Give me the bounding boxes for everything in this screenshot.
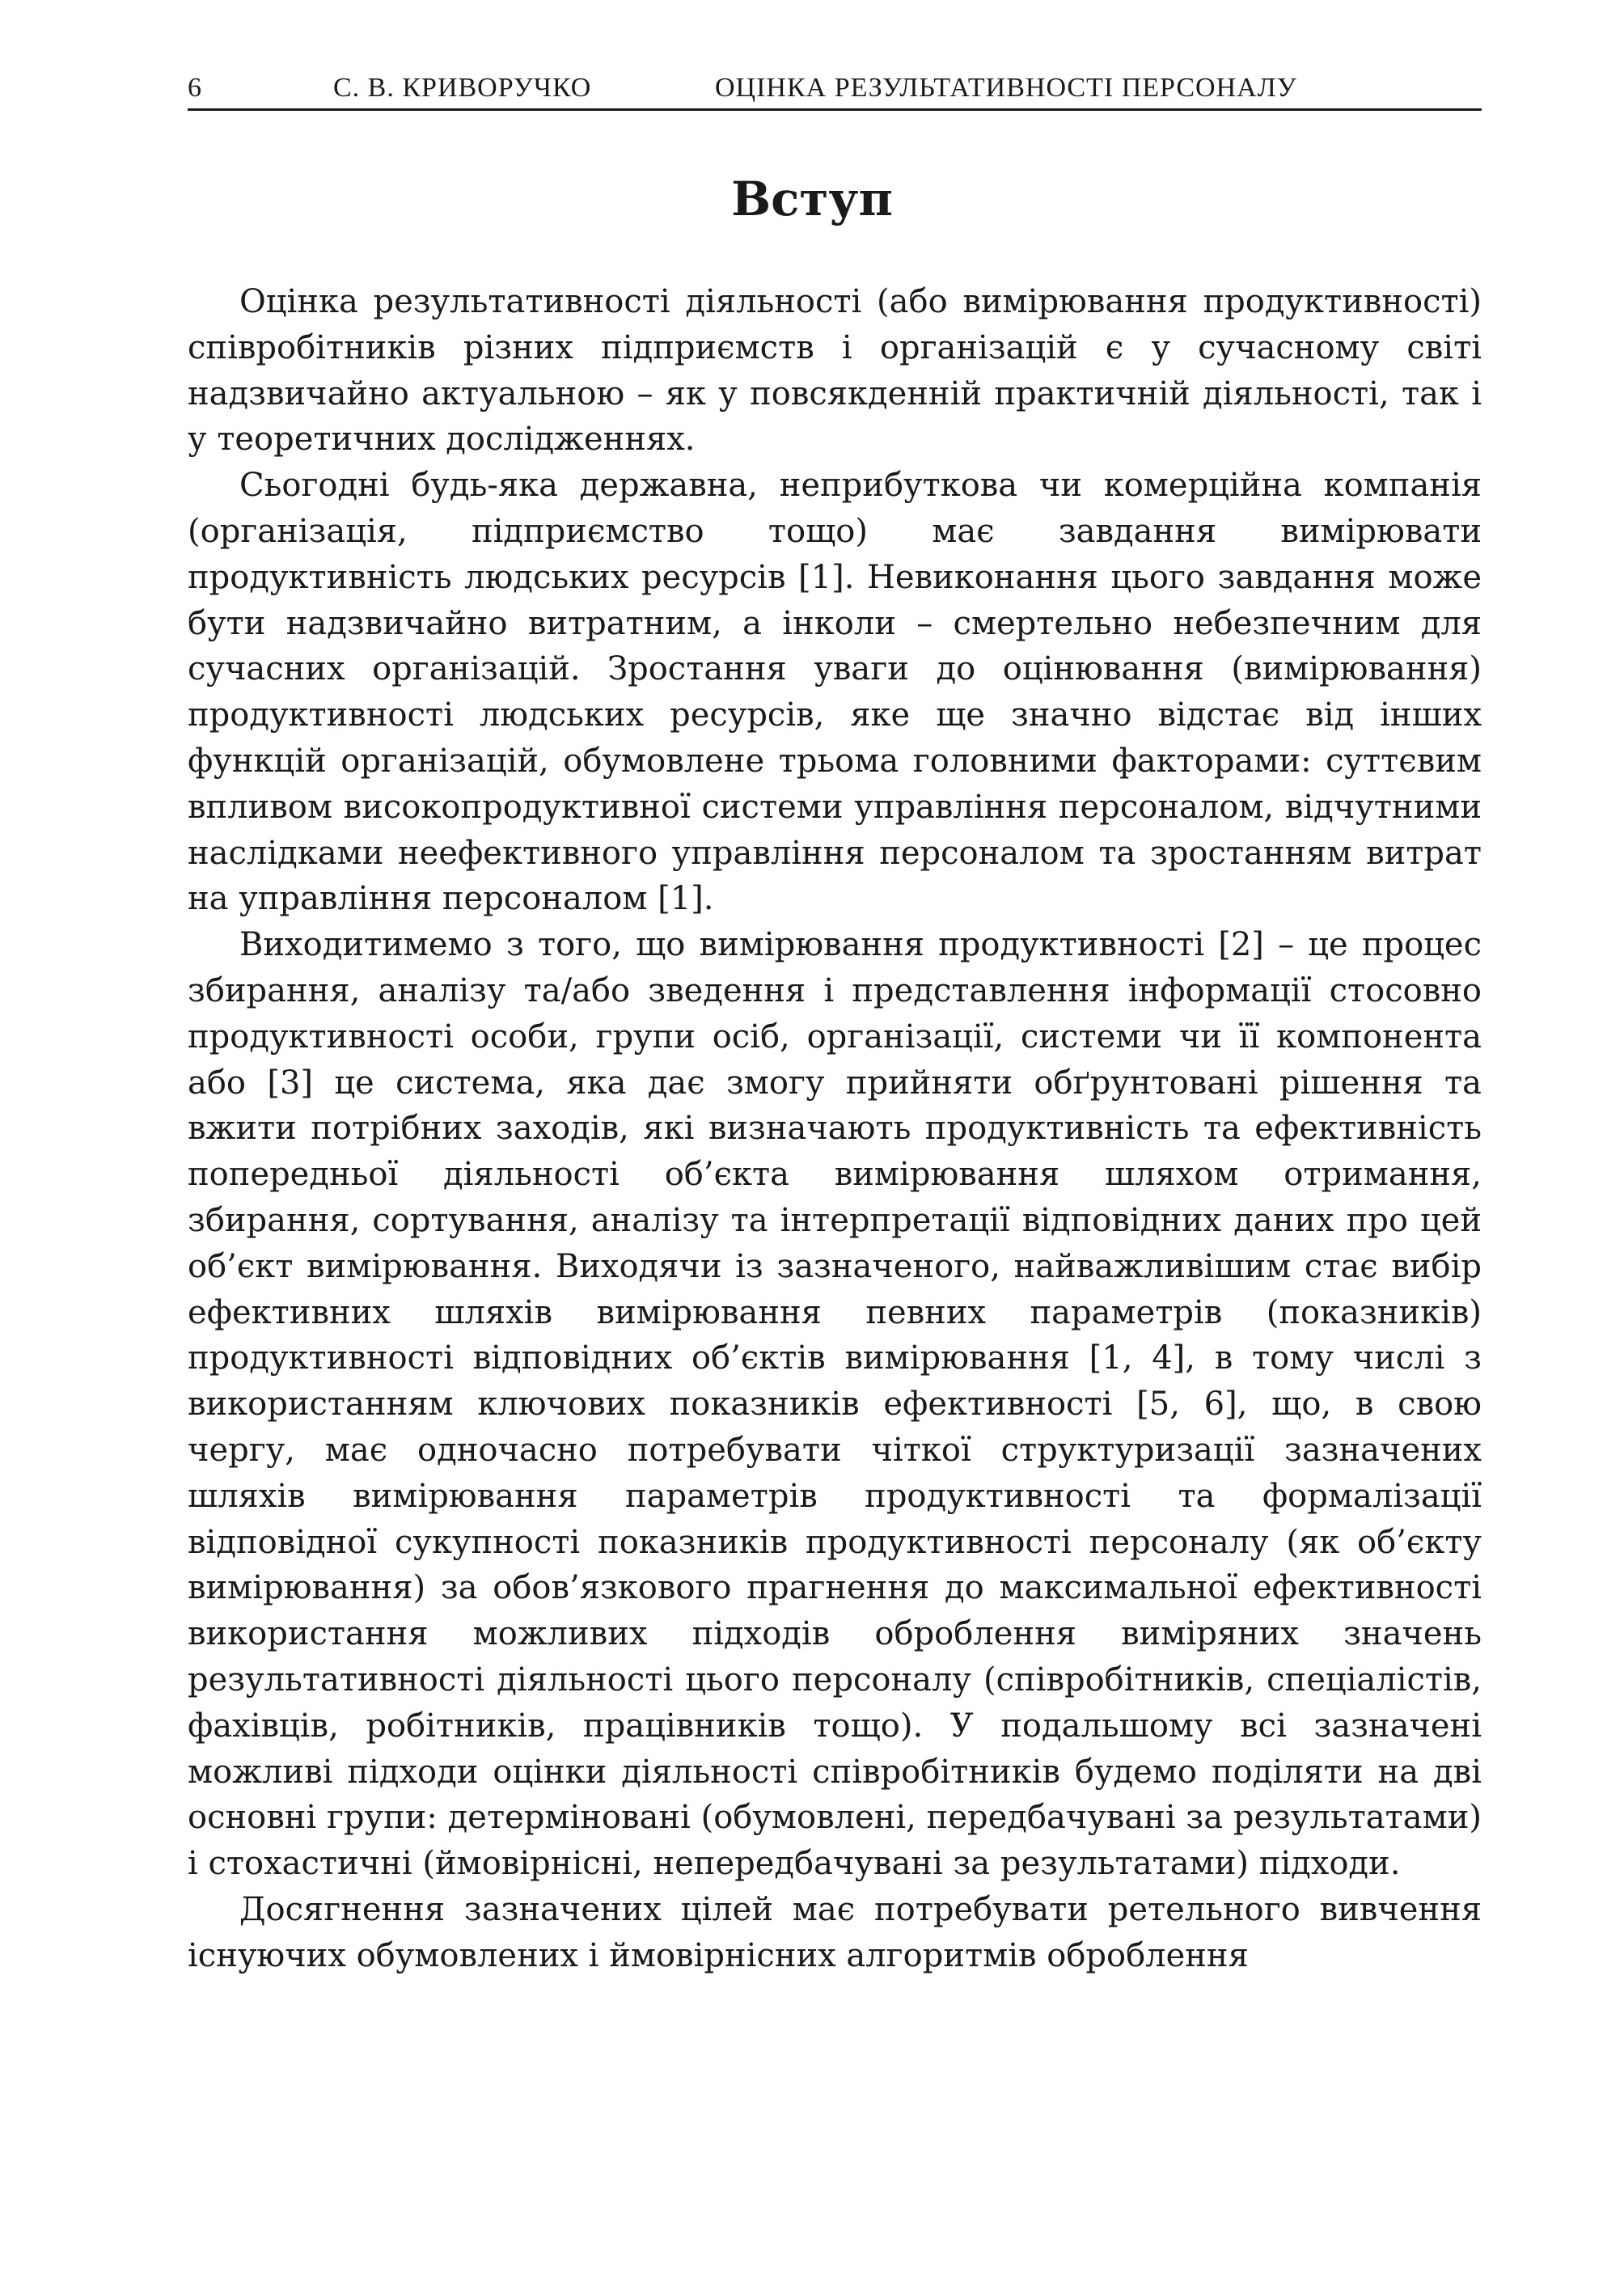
paragraph-3: Виходитимемо з того, що вимірювання продуктивності [2] – це процес збирання, аналізу та/або зведення і представлення інформації стосовно продуктивності особи, групи осіб, організації, системи чи її компонента або [3] це система, яка дає змогу прийняти обґрунтовані рішення та вжити потрібних заходів, які визначають продуктивність та ефективність попередньої діяльності об’єкта вимірювання шляхом отримання, збирання, сортування, аналізу та інтерпретації відповідних даних про цей об’єкт вимірювання. Виходячи із зазначеного, найважливішим стає вибір ефективних шляхів вимірювання певних параметрів (показників) продуктивності відповідних об’єктів вимірювання [1, 4], в тому числі з використанням ключових показників ефективності [5, 6], що, в свою чергу, має одночасно потребувати чіткої структуризації зазначених шляхів вимірювання параметрів продуктивності та формалізації відповідної сукупності показників продуктивності персоналу (як об’єкту вимірювання) за обов’язкового прагнення до максимальної ефективності використання можливих підходів оброблення виміряних значень результативності діяльності цього персоналу (співробітників, спеціалістів, фахівців, робітників, працівників тощо). У подальшому всі зазначені можливі підходи оцінки діяльності співробітників будемо поділяти на дві основні групи: детерміновані (обумовлені, передбачувані за результатами) і стохастичні (ймовірнісні, непередбачувані за результатами) підходи. <box>188 926 1482 1883</box>
book-title: ОЦІНКА РЕЗУЛЬТАТИВНОСТІ ПЕРСОНАЛУ <box>715 73 1297 103</box>
paragraph-1: Оцінка результативності діяльності (або вимірювання продуктивності) співробітників різних підприємств і організацій є у сучасному світі надзвичайно актуальною – як у повсякденній практичній діяльності, так і у теоретичних дослідженнях. <box>188 283 1482 459</box>
body-text <box>188 279 1482 1978</box>
paragraph-2: Сьогодні будь-яка державна, неприбуткова чи комерційна компанія (організація, підприємство тощо) має завдання вимірювати продуктивність людських ресурсів [1]. Невиконання цього завдання може бути надзвичайно витратним, а інколи – смертельно небезпечним для сучасних організацій. Зростання уваги до оцінювання (вимірювання) продуктивності людських ресурсів, яке ще значно відстає від інших функцій організацій, обумовлене трьома головними факторами: суттєвим впливом високопродуктивної системи управління персоналом, відчутними наслідками неефективного управління персоналом та зростанням витрат на управління персоналом [1]. <box>188 467 1482 918</box>
chapter-title: Вступ <box>731 171 893 226</box>
running-header <box>188 63 1482 111</box>
paragraph-4: Досягнення зазначених цілей має потребувати ретельного вивчення існуючих обумовлених і ймовірнісних алгоритмів оброблення <box>188 1890 1482 1974</box>
page-number: 6 <box>188 73 202 103</box>
author-name: С. В. КРИВОРУЧКО <box>333 73 592 103</box>
